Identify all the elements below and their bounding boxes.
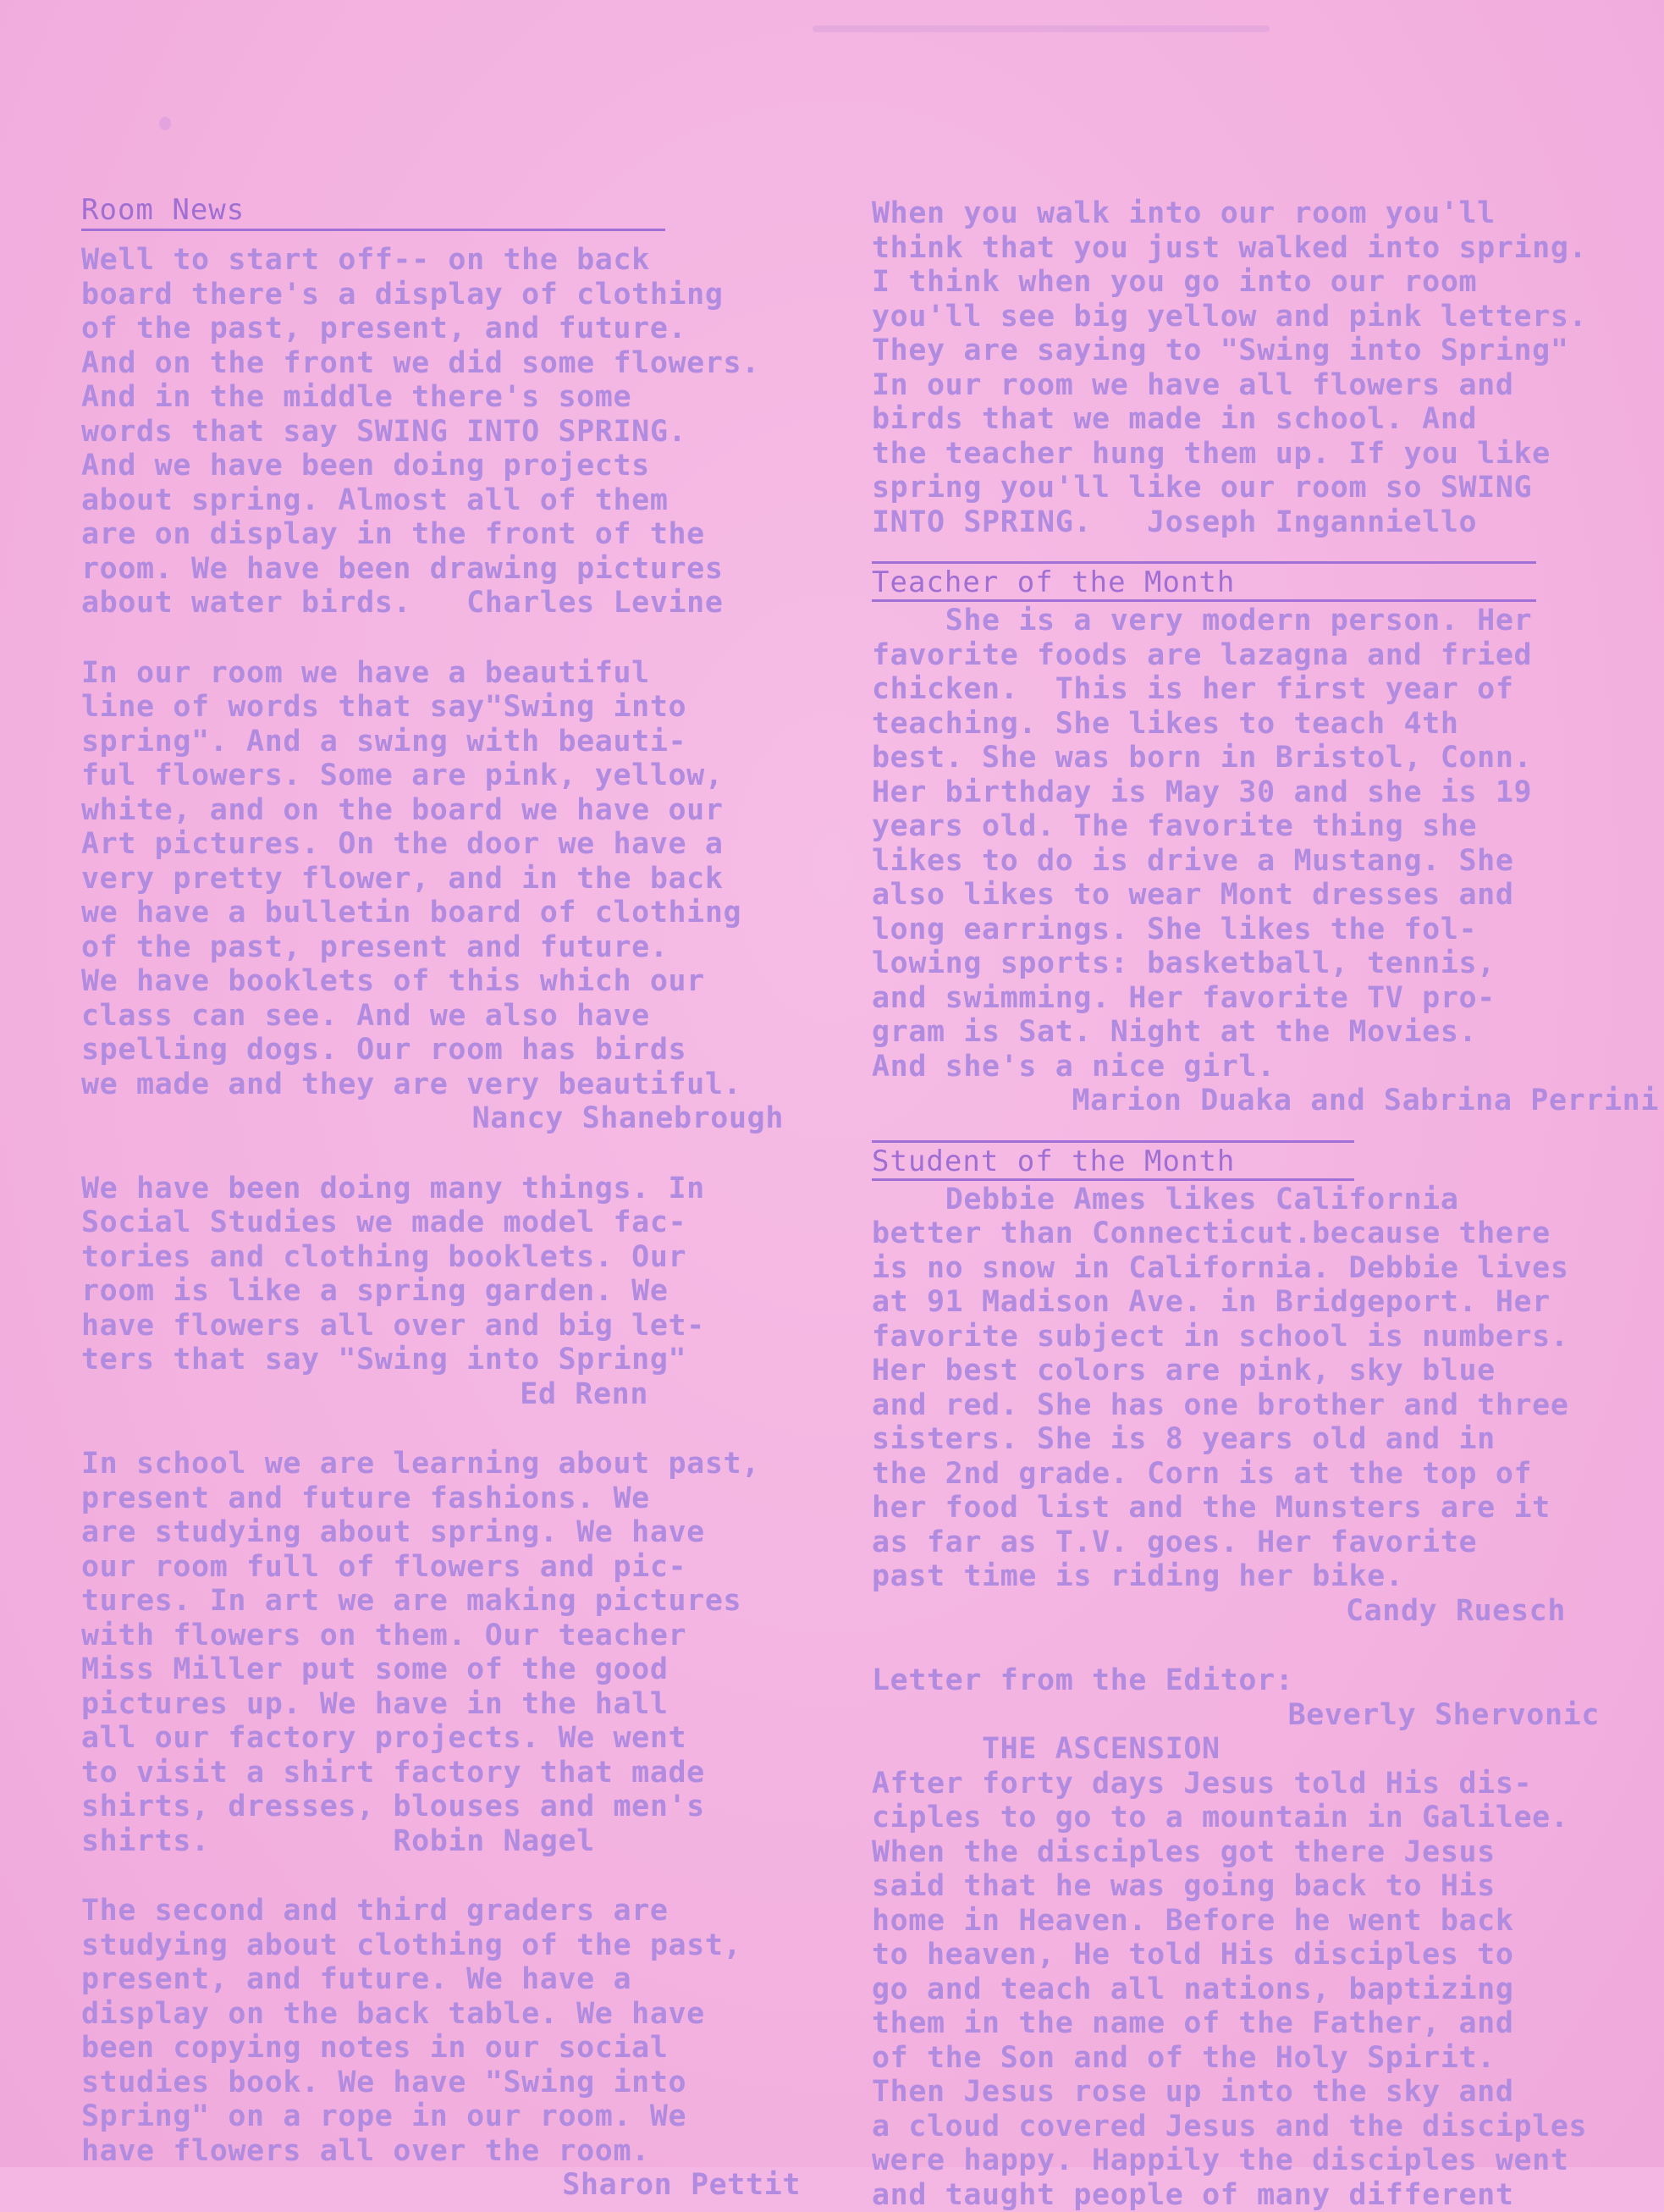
section-heading-letter-from-editor: Letter from the Editor: — [872, 1663, 1659, 1698]
byline-sharon-pettit: Sharon Pettit — [81, 2168, 877, 2203]
section-rule-top — [872, 561, 1536, 564]
byline-ed-renn: Ed Renn — [81, 1377, 877, 1412]
heading-rule — [81, 229, 665, 231]
ink-smudge — [159, 117, 171, 130]
ink-smudge — [813, 25, 1270, 32]
article-joseph-inganniello: When you walk into our room you'll think that you just walked into spring. I think when you go into our room you'll see big yellow and pink letters. They are saying to "Swing into Spring" In our room we have all flowers and birds that we made in school. And the teacher hung them up. If you like spring you'll like our room so SWING INTO SPRING. Joseph Inganniello — [872, 196, 1659, 539]
article-ed-renn: We have been doing many things. In Social Studies we made model fac- tories and clothing booklets. Our room is like a spring garden. We have flowers all over and big let- ters that say "Swing into Spring" — [81, 1172, 877, 1377]
section-heading-room-news: Room News — [81, 193, 245, 227]
section-heading-teacher-of-month: Teacher of the Month — [872, 565, 1235, 599]
article-student-of-month: Debbie Ames likes California better than Connecticut.because there is no snow in California. Debbie lives at 91 Madison Ave. in Bridgeport. Her favorite subject in school is numbers. Her best colors are pink, sky blue and red. She has one brother and three sisters. She is 8 years old and in the 2nd grade. Corn is at the top of her food list and the Munsters are it as far as T.V. goes. Her favorite past time is riding her bike. — [872, 1183, 1659, 1594]
article-nancy-shanebrough: In our room we have a beautiful line of words that say"Swing into spring". And a swing with beauti- ful flowers. Some are pink, yellow, white, and on the board we have our Art pictures. On the door we have a very pretty flower, and in the back we have a bulletin board of clothing of the past, present and future. We have booklets of this which our class can see. And we also have spelling dogs. Our room has birds we made and they are very beautiful. — [81, 656, 877, 1102]
section-rule-top — [872, 1140, 1354, 1143]
left-column — [81, 193, 877, 2203]
heading-rule — [872, 1178, 1354, 1181]
right-column — [872, 193, 1659, 2212]
byline-student-of-month: Candy Ruesch — [872, 1594, 1659, 1629]
article-teacher-of-month: She is a very modern person. Her favorite foods are lazagna and fried chicken. This is her first year of teaching. She likes to teach 4th best. She was born in Bristol, Conn. Her birthday is May 30 and she is 19 years old. The favorite thing she likes to do is drive a Mustang. She also likes to wear Mont dresses and long earrings. She likes the fol- lowing sports: basketball, tennis, and swimming. Her favorite TV pro- gram is Sat. Night at the Movies. And she's a nice girl. — [872, 604, 1659, 1084]
byline-nancy-shanebrough: Nancy Shanebrough — [81, 1101, 877, 1136]
section-heading-student-of-month: Student of the Month — [872, 1145, 1235, 1178]
article-charles-levine: Well to start off-- on the back board there's a display of clothing of the past, present, and future. And on the front we did some flowers. And in the middle there's some words that say SWING INTO SPRING. And we have been doing projects about spring. Almost all of them are on display in the front of the room. We have been drawing pictures about water birds. Charles Levine — [81, 243, 877, 621]
article-robin-nagel: In school we are learning about past, present and future fashions. We are studying about spring. We have our room full of flowers and pic- tures. In art we are making pictures with flowers on them. Our teacher Miss Miller put some of the good pictures up. We have in the hall all our factory projects. We went to visit a shirt factory that made shirts, dresses, blouses and men's shirts. Robin Nagel — [81, 1447, 877, 1858]
article-sharon-pettit: The second and third graders are studying about clothing of the past, present, and future. We have a display on the back table. We have been copying notes in our social studies book. We have "Swing into Spring" on a rope in our room. We have flowers all over the room. — [81, 1894, 877, 2168]
article-title-ascension: THE ASCENSION — [872, 1732, 1659, 1767]
byline-teacher-of-month: Marion Duaka and Sabrina Perrini — [872, 1084, 1659, 1118]
article-ascension: After forty days Jesus told His dis- ciples to go to a mountain in Galilee. When the disciples got there Jesus said that he was going back to His home in Heaven. Before he went back to heaven, He told His disciples to go and teach all nations, baptizing them in the name of the Father, and of the Son and of the Holy Spirit. Then Jesus rose up into the sky and a cloud covered Jesus and the disciples were happy. Happily the disciples went and taught people of many different — [872, 1767, 1659, 2212]
byline-editor: Beverly Shervonic — [872, 1698, 1659, 1733]
heading-rule — [872, 599, 1536, 602]
